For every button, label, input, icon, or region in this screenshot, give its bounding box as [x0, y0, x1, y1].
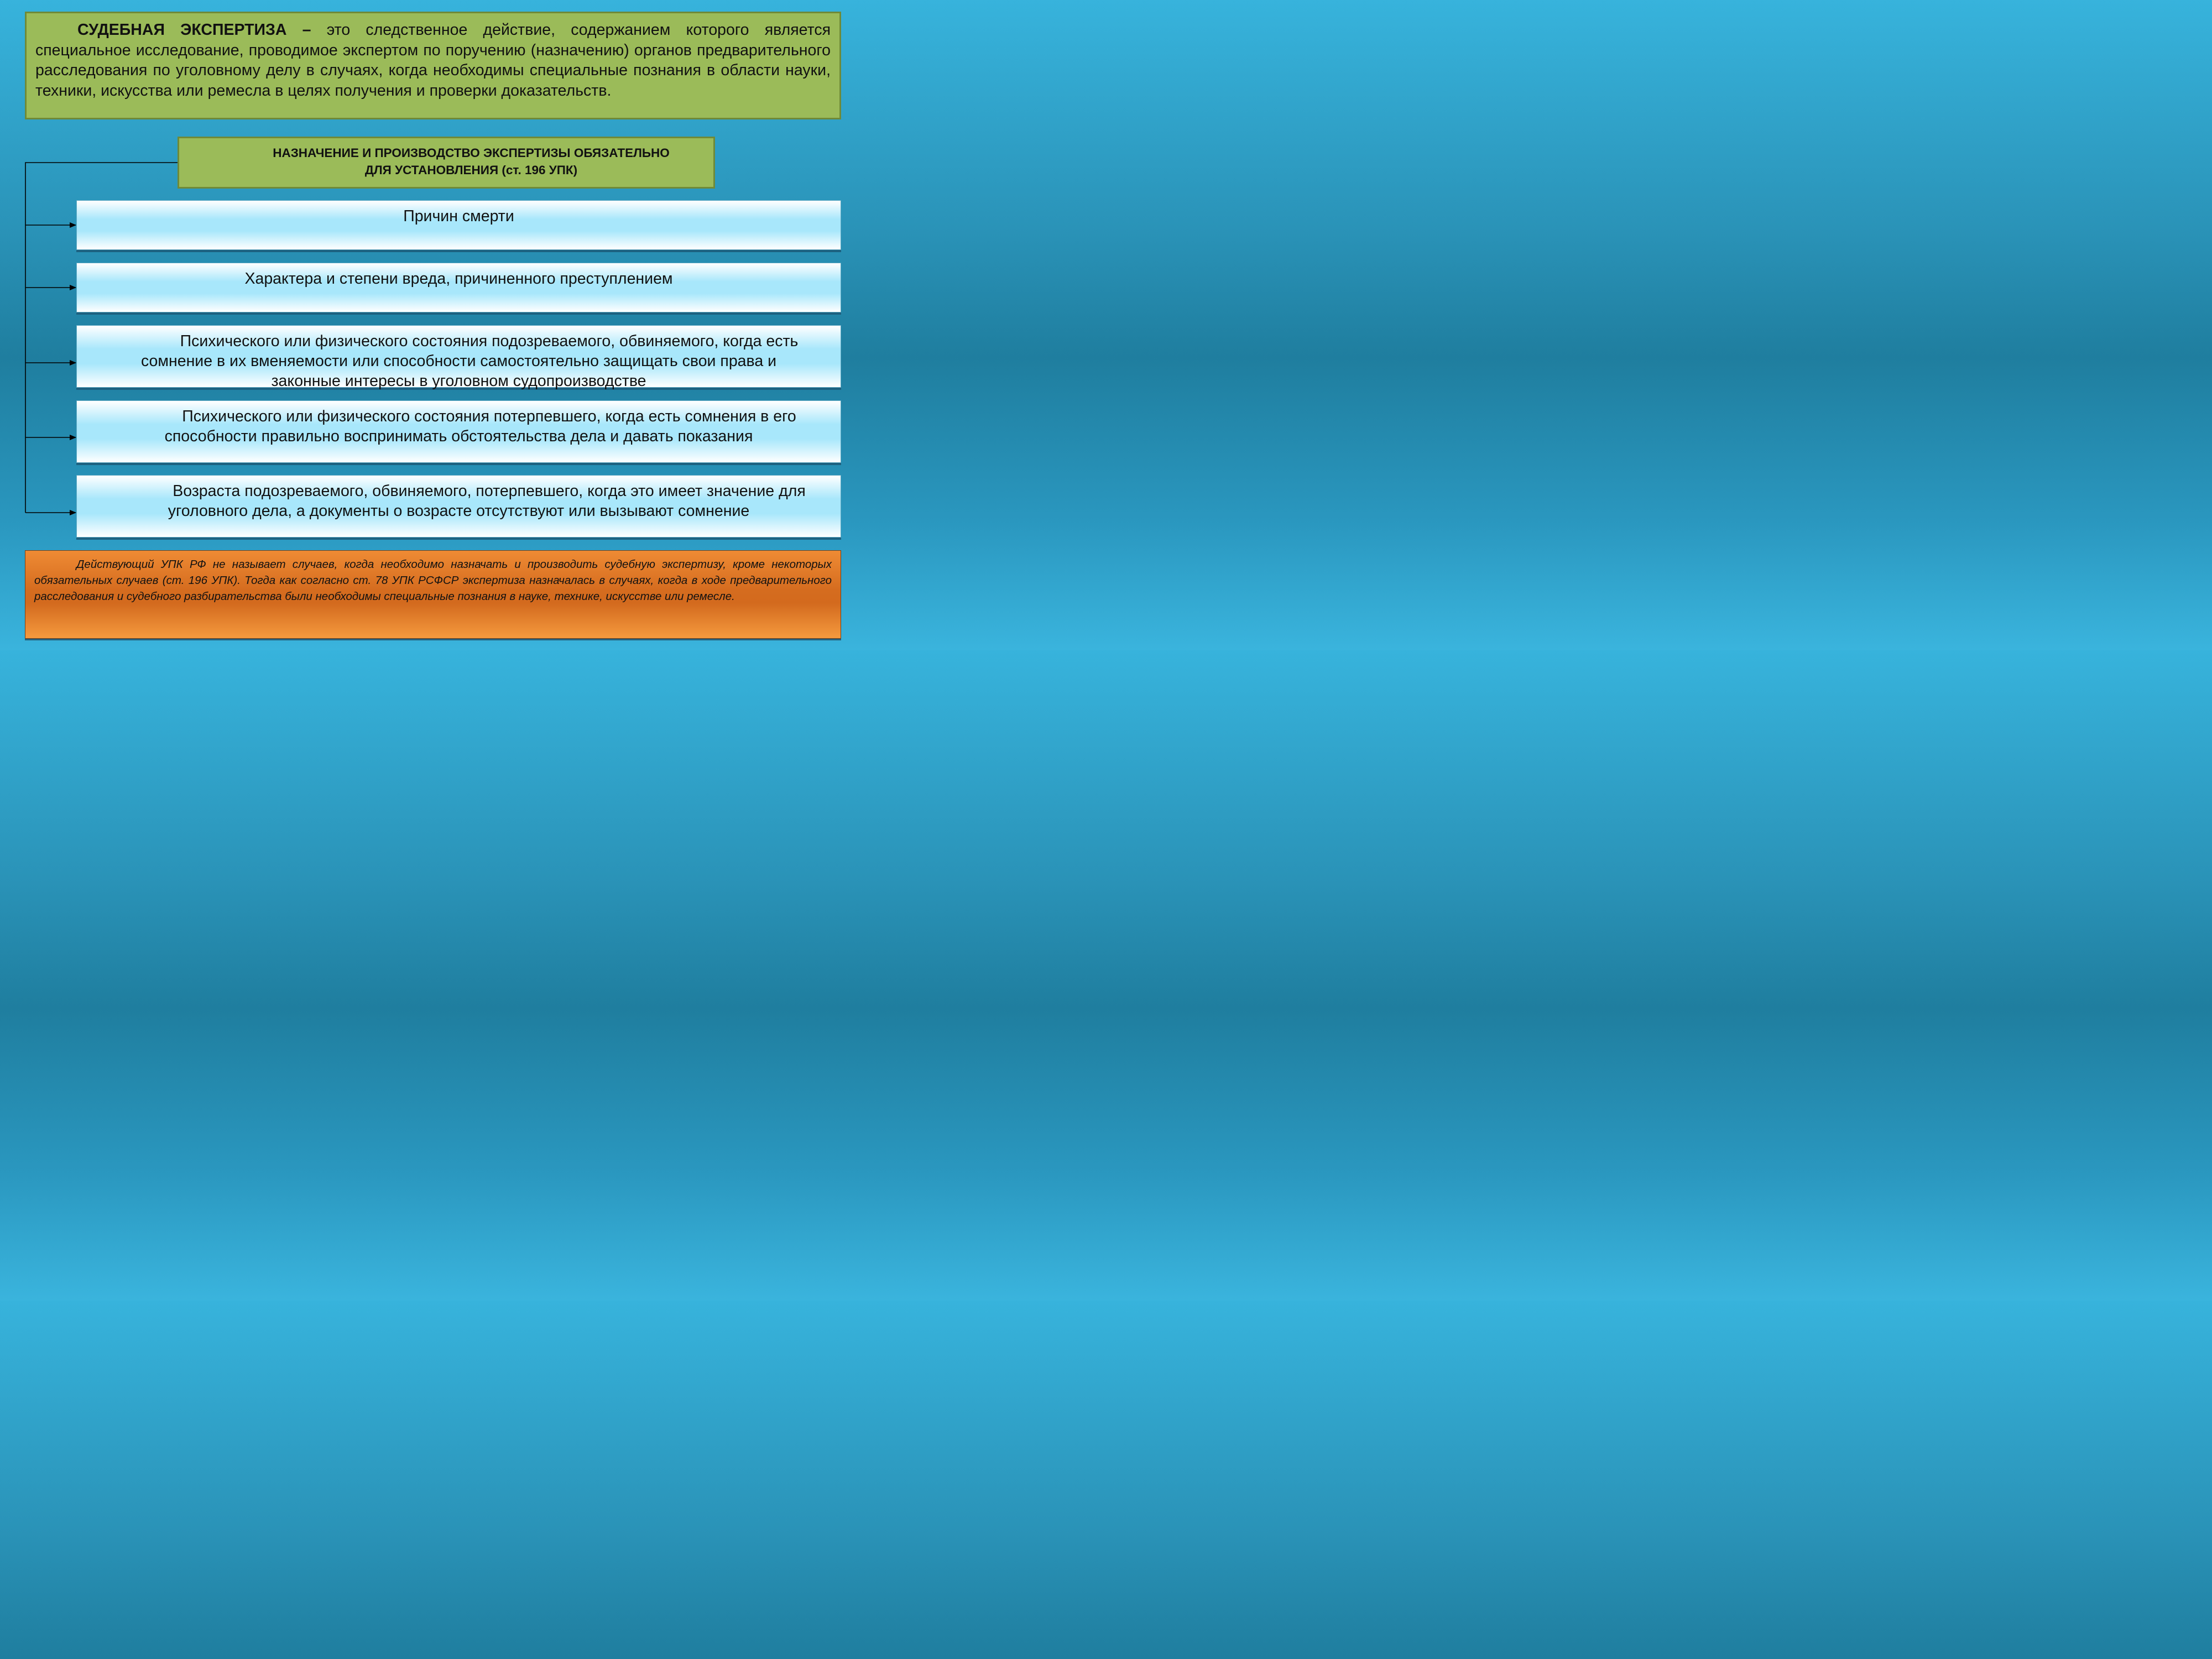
- definition-text: это следственное действие, содержанием которого является специальное исследование, проводимое экспертом по поручению (назначению) органов предварительного расследования по уголовному делу в случаях, когда необходимы специальные познания в области науки, техники, искусства или ремесла в целях получения и проверки доказательств.: [35, 21, 831, 100]
- item-line: Возраста подозреваемого, обвиняемого, потерпевшего, когда это имеет значение для: [173, 482, 806, 500]
- item-cause-of-death: [76, 200, 841, 250]
- item-line: законные интересы в уголовном судопроизводстве: [271, 372, 646, 390]
- header-line-2: ДЛЯ УСТАНОВЛЕНИЯ (ст. 196 УПК): [364, 163, 578, 177]
- header-line-1: НАЗНАЧЕНИЕ И ПРОИЗВОДСТВО ЭКСПЕРТИЗЫ ОБЯЗАТЕЛЬНО: [273, 146, 670, 160]
- item-line: Характера и степени вреда, причиненного преступлением: [244, 270, 673, 288]
- item-line: сомнение в их вменяемости или способности самостоятельно защищать свои права и: [140, 352, 777, 370]
- item-line: Психического или физического состояния подозреваемого, обвиняемого, когда есть: [180, 332, 799, 350]
- note-box: [25, 550, 841, 639]
- item-victim-condition: [76, 400, 841, 463]
- item-line: уголовного дела, а документы о возрасте отсутствуют или вызывают сомнение: [168, 502, 750, 520]
- item-line: способности правильно воспринимать обстоятельства дела и давать показания: [164, 427, 753, 445]
- item-line: Причин смерти: [403, 207, 514, 225]
- item-harm-severity: [76, 263, 841, 312]
- item-line: Психического или физического состояния потерпевшего, когда есть сомнения в его: [182, 408, 796, 425]
- item-age: [76, 475, 841, 538]
- definition-term: СУДЕБНАЯ ЭКСПЕРТИЗА –: [77, 21, 311, 39]
- note-text: Действующий УПК РФ не называет случаев, когда необходимо назначать и производить судебную экспертизу, кроме некоторых обязательных случаев (ст. 196 УПК). Тогда как согласно ст. 78 УПК РСФСР экспертиза назначалась в случаях, когда в ходе предварительного расследования и судебного разбирательства были необходимы специальные познания в науке, технике, искусстве или ремесле.: [34, 558, 832, 603]
- item-suspect-condition: [76, 325, 841, 388]
